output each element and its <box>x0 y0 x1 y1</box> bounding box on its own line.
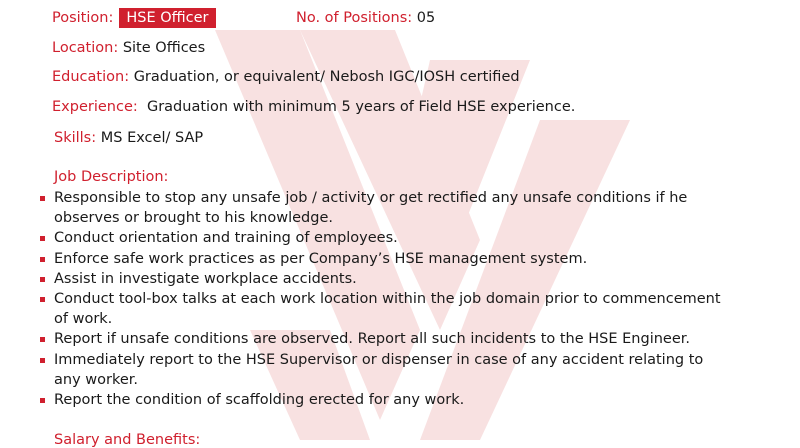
location-label: Location: <box>52 40 119 56</box>
salary-heading: Salary and Benefits: <box>54 432 201 448</box>
bullet-icon <box>40 337 45 342</box>
experience-value: Graduation with minimum 5 years of Field HSE experience. <box>146 99 576 115</box>
list-item <box>40 289 785 329</box>
positions-count-row <box>296 9 435 27</box>
bullet-icon <box>40 236 45 241</box>
bullet-icon <box>40 358 45 363</box>
bullet-icon <box>40 297 45 302</box>
list-item <box>40 249 785 269</box>
location-row <box>52 39 205 57</box>
list-item-text: Conduct orientation and training of employees. <box>54 230 398 247</box>
education-value: Graduation, or equivalent/ Nebosh IGC/IOSH certified <box>133 69 520 85</box>
list-item <box>40 390 785 410</box>
list-item-text: Enforce safe work practices as per Company’s HSE management system. <box>54 250 588 267</box>
bullet-icon <box>40 277 45 282</box>
location-value: Site Offices <box>122 40 206 56</box>
skills-value: MS Excel/ SAP <box>100 130 204 146</box>
skills-label: Skills: <box>54 130 97 146</box>
list-item <box>40 350 785 390</box>
list-item <box>40 228 785 248</box>
experience-label: Experience: <box>52 99 138 115</box>
list-item <box>40 188 785 228</box>
education-row <box>52 68 520 86</box>
list-item-text: Assist in investigate workplace accidents. <box>54 270 357 287</box>
positions-count-label: No. of Positions: <box>296 10 413 26</box>
position-row <box>52 8 216 28</box>
bullet-icon <box>40 196 45 201</box>
bullet-icon <box>40 398 45 403</box>
job-description-list <box>40 188 785 410</box>
education-label: Education: <box>52 69 130 85</box>
list-item-text: Responsible to stop any unsafe job / activity or get rectified any unsafe conditions if he observes or brought to his knowledge. <box>54 190 688 227</box>
position-label: Position: <box>52 10 114 26</box>
job-description-heading: Job Description: <box>54 169 169 185</box>
list-item-text: Immediately report to the HSE Supervisor or dispenser in case of any accident relating to any worker. <box>54 351 704 388</box>
experience-row <box>52 98 575 116</box>
list-item <box>40 269 785 289</box>
list-item-text: Conduct tool-box talks at each work location within the job domain prior to commencement of work. <box>54 291 721 328</box>
list-item-text: Report if unsafe conditions are observed. Report all such incidents to the HSE Engineer. <box>54 331 691 348</box>
skills-row <box>54 129 203 147</box>
positions-count-value: 05 <box>416 10 436 26</box>
list-item-text: Report the condition of scaffolding erected for any work. <box>54 392 465 409</box>
bullet-icon <box>40 257 45 262</box>
position-badge: HSE Officer <box>119 8 215 28</box>
list-item <box>40 329 785 349</box>
